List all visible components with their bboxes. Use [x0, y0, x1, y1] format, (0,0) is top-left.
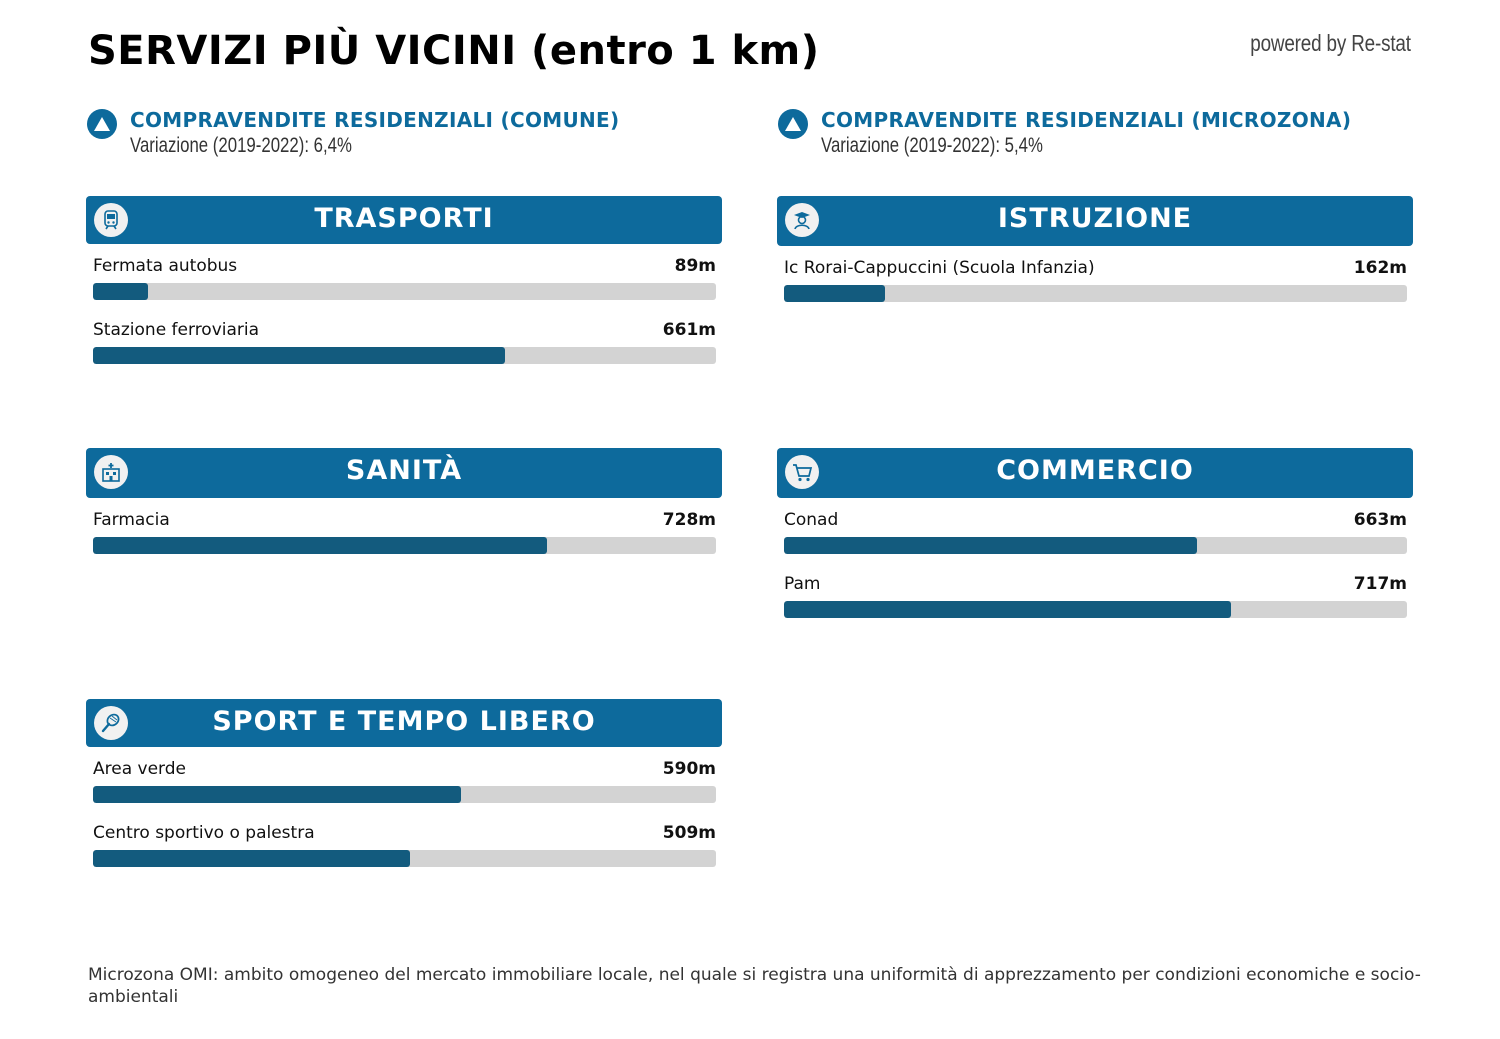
service-distance: 89m — [674, 256, 716, 276]
distance-bar-track — [93, 537, 716, 554]
service-label: Conad — [784, 510, 839, 530]
distance-bar-track — [93, 850, 716, 867]
card-header — [86, 448, 722, 498]
service-row — [86, 244, 722, 308]
service-label: Ic Rorai-Cappuccini (Scuola Infanzia) — [784, 258, 1095, 278]
distance-bar-fill — [93, 537, 547, 554]
distance-bar-track — [93, 786, 716, 803]
service-label: Fermata autobus — [93, 256, 238, 276]
kpi-subtitle: Variazione (2019-2022): 5,4% — [821, 134, 1043, 157]
triangle-up-icon — [778, 109, 808, 139]
distance-bar-track — [784, 537, 1407, 554]
page-title: SERVIZI PIÙ VICINI (entro 1 km) — [88, 28, 820, 74]
service-row — [777, 498, 1413, 562]
card-trasporti — [86, 196, 722, 372]
distance-bar-fill — [93, 283, 148, 300]
service-distance: 663m — [1353, 510, 1407, 530]
service-distance: 162m — [1353, 258, 1407, 278]
powered-by-logo: powered by Re-stat — [1250, 30, 1411, 56]
distance-bar-track — [784, 285, 1407, 302]
card-header — [777, 448, 1413, 498]
kpi-title: COMPRAVENDITE RESIDENZIALI (COMUNE) — [130, 108, 620, 132]
card-istruzione — [777, 196, 1413, 310]
category-title: TRASPORTI — [314, 203, 494, 234]
card-header — [777, 196, 1413, 246]
distance-bar-track — [784, 601, 1407, 618]
service-distance: 728m — [662, 510, 716, 530]
card-commercio — [777, 448, 1413, 626]
distance-bar-fill — [784, 285, 885, 302]
distance-bar-fill — [93, 786, 461, 803]
service-row — [777, 246, 1413, 310]
service-label: Centro sportivo o palestra — [93, 823, 315, 843]
distance-bar-track — [93, 347, 716, 364]
card-header — [86, 196, 722, 244]
service-distance: 661m — [662, 320, 716, 340]
service-row — [86, 308, 722, 372]
service-row — [777, 562, 1413, 626]
card-sanita — [86, 448, 722, 562]
category-title: SPORT E TEMPO LIBERO — [212, 706, 596, 737]
card-sport — [86, 699, 722, 875]
service-label: Area verde — [93, 759, 186, 779]
service-row — [86, 747, 722, 811]
distance-bar-fill — [784, 601, 1231, 618]
distance-bar-track — [93, 283, 716, 300]
card-header — [86, 699, 722, 747]
footnote: Microzona OMI: ambito omogeneo del mercato immobiliare locale, nel quale si registra una uniformità di apprezzamento per condizioni economiche e socio-ambientali — [88, 965, 1421, 1007]
service-row — [86, 498, 722, 562]
service-label: Stazione ferroviaria — [93, 320, 260, 340]
service-distance: 717m — [1353, 574, 1407, 594]
distance-bar-fill — [93, 347, 505, 364]
kpi-subtitle: Variazione (2019-2022): 6,4% — [130, 134, 352, 157]
service-label: Pam — [784, 574, 821, 594]
category-title: SANITÀ — [345, 455, 463, 486]
service-distance: 509m — [662, 823, 716, 843]
category-title: COMMERCIO — [996, 455, 1194, 486]
service-row — [86, 811, 722, 875]
category-title: ISTRUZIONE — [997, 203, 1193, 234]
distance-bar-fill — [93, 850, 410, 867]
service-label: Farmacia — [93, 510, 170, 530]
service-distance: 590m — [662, 759, 716, 779]
distance-bar-fill — [784, 537, 1197, 554]
kpi-title: COMPRAVENDITE RESIDENZIALI (MICROZONA) — [821, 108, 1352, 132]
triangle-up-icon — [87, 109, 117, 139]
